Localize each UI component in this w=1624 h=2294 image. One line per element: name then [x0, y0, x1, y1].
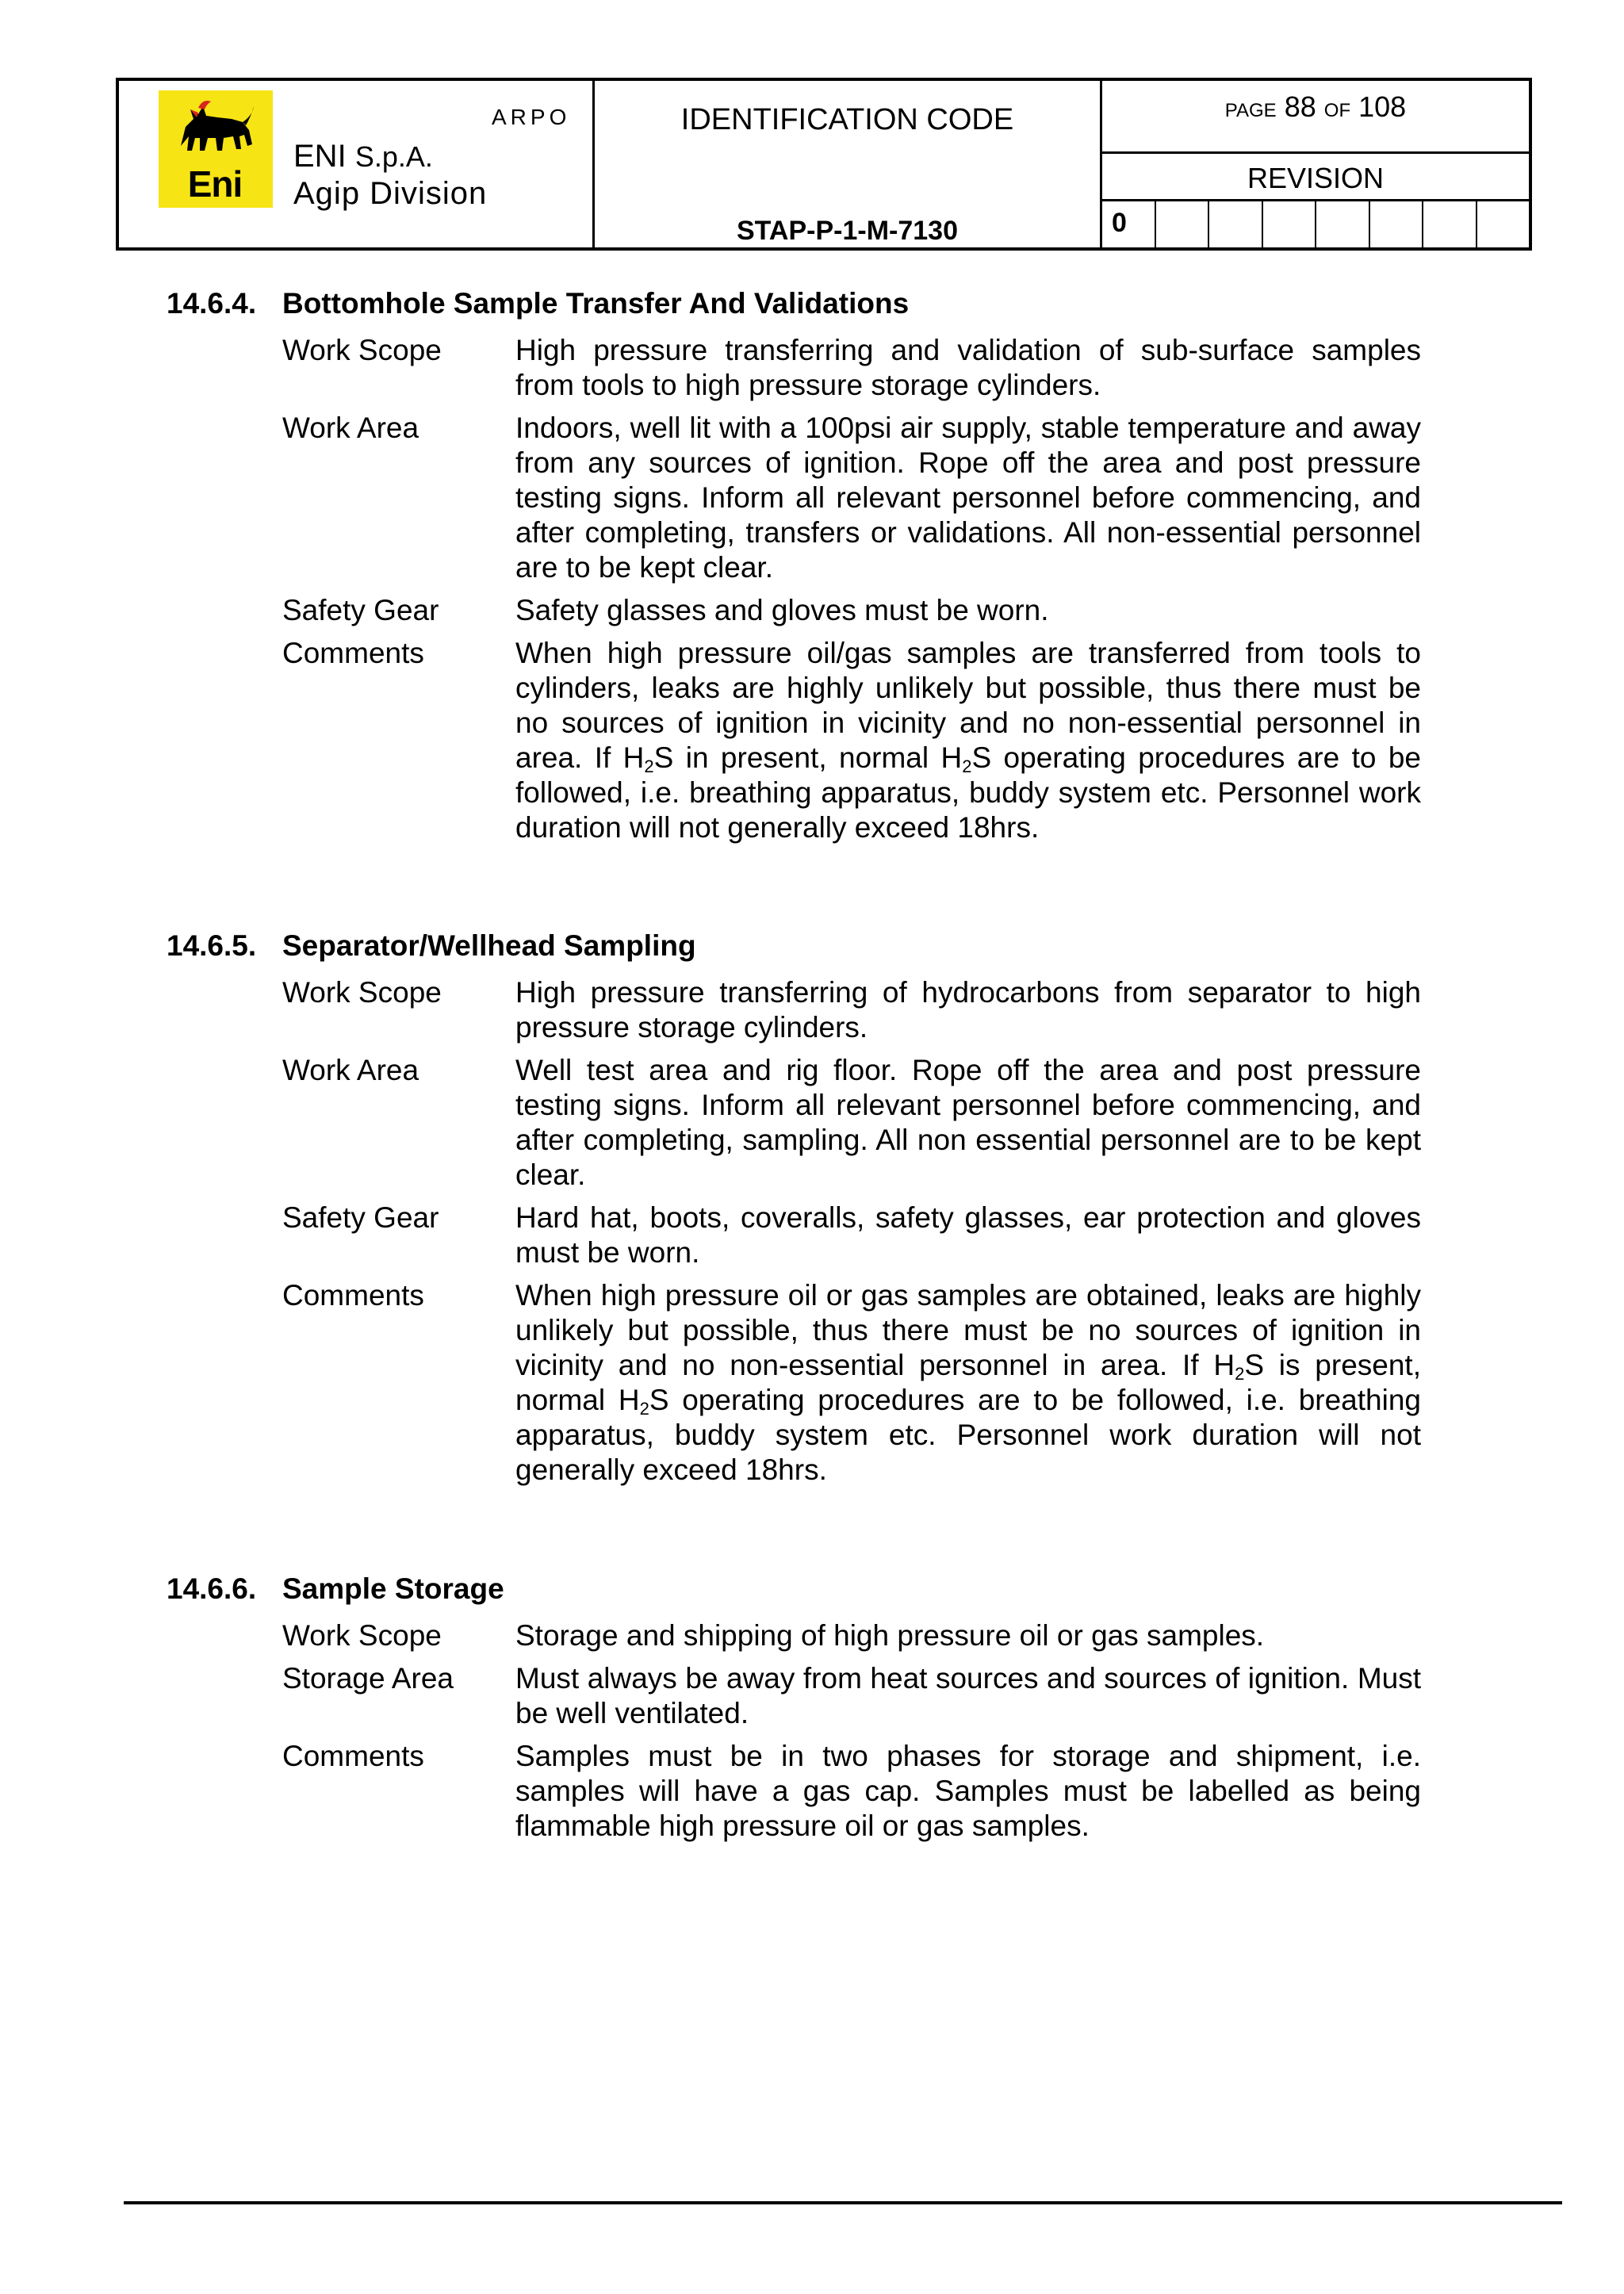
field-label: Work Scope	[282, 334, 442, 366]
company-cell	[119, 81, 595, 247]
field-row-work-scope	[167, 1618, 1532, 1653]
page-word: PAGE	[1224, 100, 1277, 121]
revision-box	[1423, 201, 1477, 247]
field-label: Safety Gear	[282, 1201, 439, 1234]
revision-box	[1263, 201, 1317, 247]
field-label: Work Area	[282, 412, 419, 444]
field-label: Storage Area	[282, 1662, 454, 1695]
field-row-comments	[167, 1278, 1532, 1488]
field-row-work-area	[167, 411, 1532, 585]
page-current: 88	[1284, 90, 1316, 123]
field-label: Comments	[282, 637, 424, 669]
field-text: Hard hat, boots, coveralls, safety glasses, ear protection and gloves must be worn.	[515, 1201, 1421, 1269]
field-text: High pressure transferring and validation of sub-surface samples from tools to high pressure storage cylinders.	[515, 334, 1421, 401]
field-row-work-scope	[167, 975, 1532, 1045]
six-legged-dog-icon	[174, 98, 257, 162]
revision-box	[1209, 201, 1263, 247]
field-row-comments	[167, 636, 1532, 845]
text-part: When high pressure oil or gas samples are obtained, leaks are highly unlikely but possible, thus there must be no sources of ignition in vicinity and no non-essential personnel in area. If H	[515, 1279, 1421, 1381]
section-heading	[167, 929, 1532, 967]
revision-box-current: 0	[1102, 201, 1156, 247]
eni-logo-text: Eni	[187, 163, 243, 205]
field-text: Well test area and rig floor. Rope off the area and post pressure testing signs. Inform all relevant personnel before commencing, and after completing, sampling. All non essential personnel are to be kept clear.	[515, 1054, 1421, 1191]
field-label: Work Scope	[282, 976, 442, 1009]
text-part: S operating procedures are to be followed, i.e. breathing apparatus, buddy system etc. Personnel work duration will not generally exceed 18hrs.	[515, 1384, 1421, 1486]
subscript: 2	[644, 756, 654, 776]
text-part: When high pressure oil/gas samples are transferred from tools to cylinders, leaks are highly unlikely but possible, thus there must be no sources of ignition in vicinity and no non-essential personnel in area. If H	[515, 637, 1421, 774]
text-part: S is present, normal H	[515, 1349, 1421, 1416]
field-label: Comments	[282, 1740, 424, 1772]
subscript: 2	[962, 756, 972, 776]
page-total: 108	[1358, 90, 1407, 123]
company-main: ENI	[293, 139, 347, 174]
revision-box	[1156, 201, 1210, 247]
field-label: Work Scope	[282, 1619, 442, 1652]
field-text: Indoors, well lit with a 100psi air supply, stable temperature and away from any sources of ignition. Rope off the area and post pressure testing signs. Inform all relevant personnel before commencing, and after completing, transfers or validations. All non-essential personnel are to be kept clear.	[515, 412, 1421, 584]
company-suffix: S.p.A.	[354, 140, 433, 173]
identification-cell	[595, 81, 1102, 247]
identification-code: STAP-P-1-M-7130	[737, 216, 958, 246]
field-row-work-area	[167, 1053, 1532, 1193]
section-number: 14.6.4.	[167, 287, 257, 320]
subscript: 2	[1235, 1364, 1245, 1384]
field-text	[515, 1278, 1421, 1488]
section-heading	[167, 1572, 1532, 1610]
field-text: High pressure transferring of hydrocarbons from separator to high pressure storage cylinders.	[515, 976, 1421, 1044]
field-row-storage-area	[167, 1661, 1532, 1731]
identification-label: IDENTIFICATION CODE	[680, 103, 1014, 136]
field-row-safety-gear	[167, 1201, 1532, 1270]
section-heading	[167, 287, 1532, 325]
field-text: Storage and shipping of high pressure oil or gas samples.	[515, 1619, 1265, 1652]
arpo-label: ARPO	[492, 105, 571, 129]
eni-logo	[159, 90, 273, 208]
revision-box	[1370, 201, 1424, 247]
section-title: Bottomhole Sample Transfer And Validations	[282, 287, 910, 320]
field-text: Safety glasses and gloves must be worn.	[515, 594, 1049, 626]
revision-cell	[1102, 154, 1529, 201]
section-14-6-5	[167, 929, 1532, 1488]
division-name: Agip Division	[293, 176, 488, 211]
of-word: OF	[1323, 100, 1351, 121]
field-label: Work Area	[282, 1054, 419, 1086]
revision-box	[1316, 201, 1370, 247]
page-cell	[1102, 81, 1529, 154]
company-name	[293, 136, 433, 177]
field-row-comments	[167, 1739, 1532, 1844]
field-label: Comments	[282, 1279, 424, 1312]
page-number	[1102, 90, 1529, 124]
footer-rule	[124, 2201, 1562, 2204]
section-number: 14.6.6.	[167, 1572, 257, 1605]
text-part: S operating procedures are to be followed, i.e. breathing apparatus, buddy system etc. Personnel work duration will not generally exceed 18hrs.	[515, 741, 1421, 844]
text-part: S in present, normal H	[653, 741, 963, 774]
field-text: Must always be away from heat sources and sources of ignition. Must be well ventilated.	[515, 1662, 1421, 1729]
field-label: Safety Gear	[282, 594, 439, 626]
revision-boxes	[1102, 201, 1529, 247]
field-row-safety-gear	[167, 593, 1532, 628]
section-title: Sample Storage	[282, 1572, 504, 1605]
field-text	[515, 636, 1421, 845]
section-14-6-4	[167, 287, 1532, 845]
section-title: Separator/Wellhead Sampling	[282, 929, 696, 962]
revision-label: REVISION	[1247, 162, 1385, 194]
subscript: 2	[639, 1399, 649, 1419]
section-number: 14.6.5.	[167, 929, 257, 962]
document-header	[116, 78, 1532, 251]
field-text: Samples must be in two phases for storage and shipment, i.e. samples will have a gas cap. Samples must be labelled as being flammable high pressure oil or gas samples.	[515, 1740, 1421, 1842]
field-row-work-scope	[167, 333, 1532, 403]
section-14-6-6	[167, 1572, 1532, 1844]
revision-box	[1477, 201, 1530, 247]
